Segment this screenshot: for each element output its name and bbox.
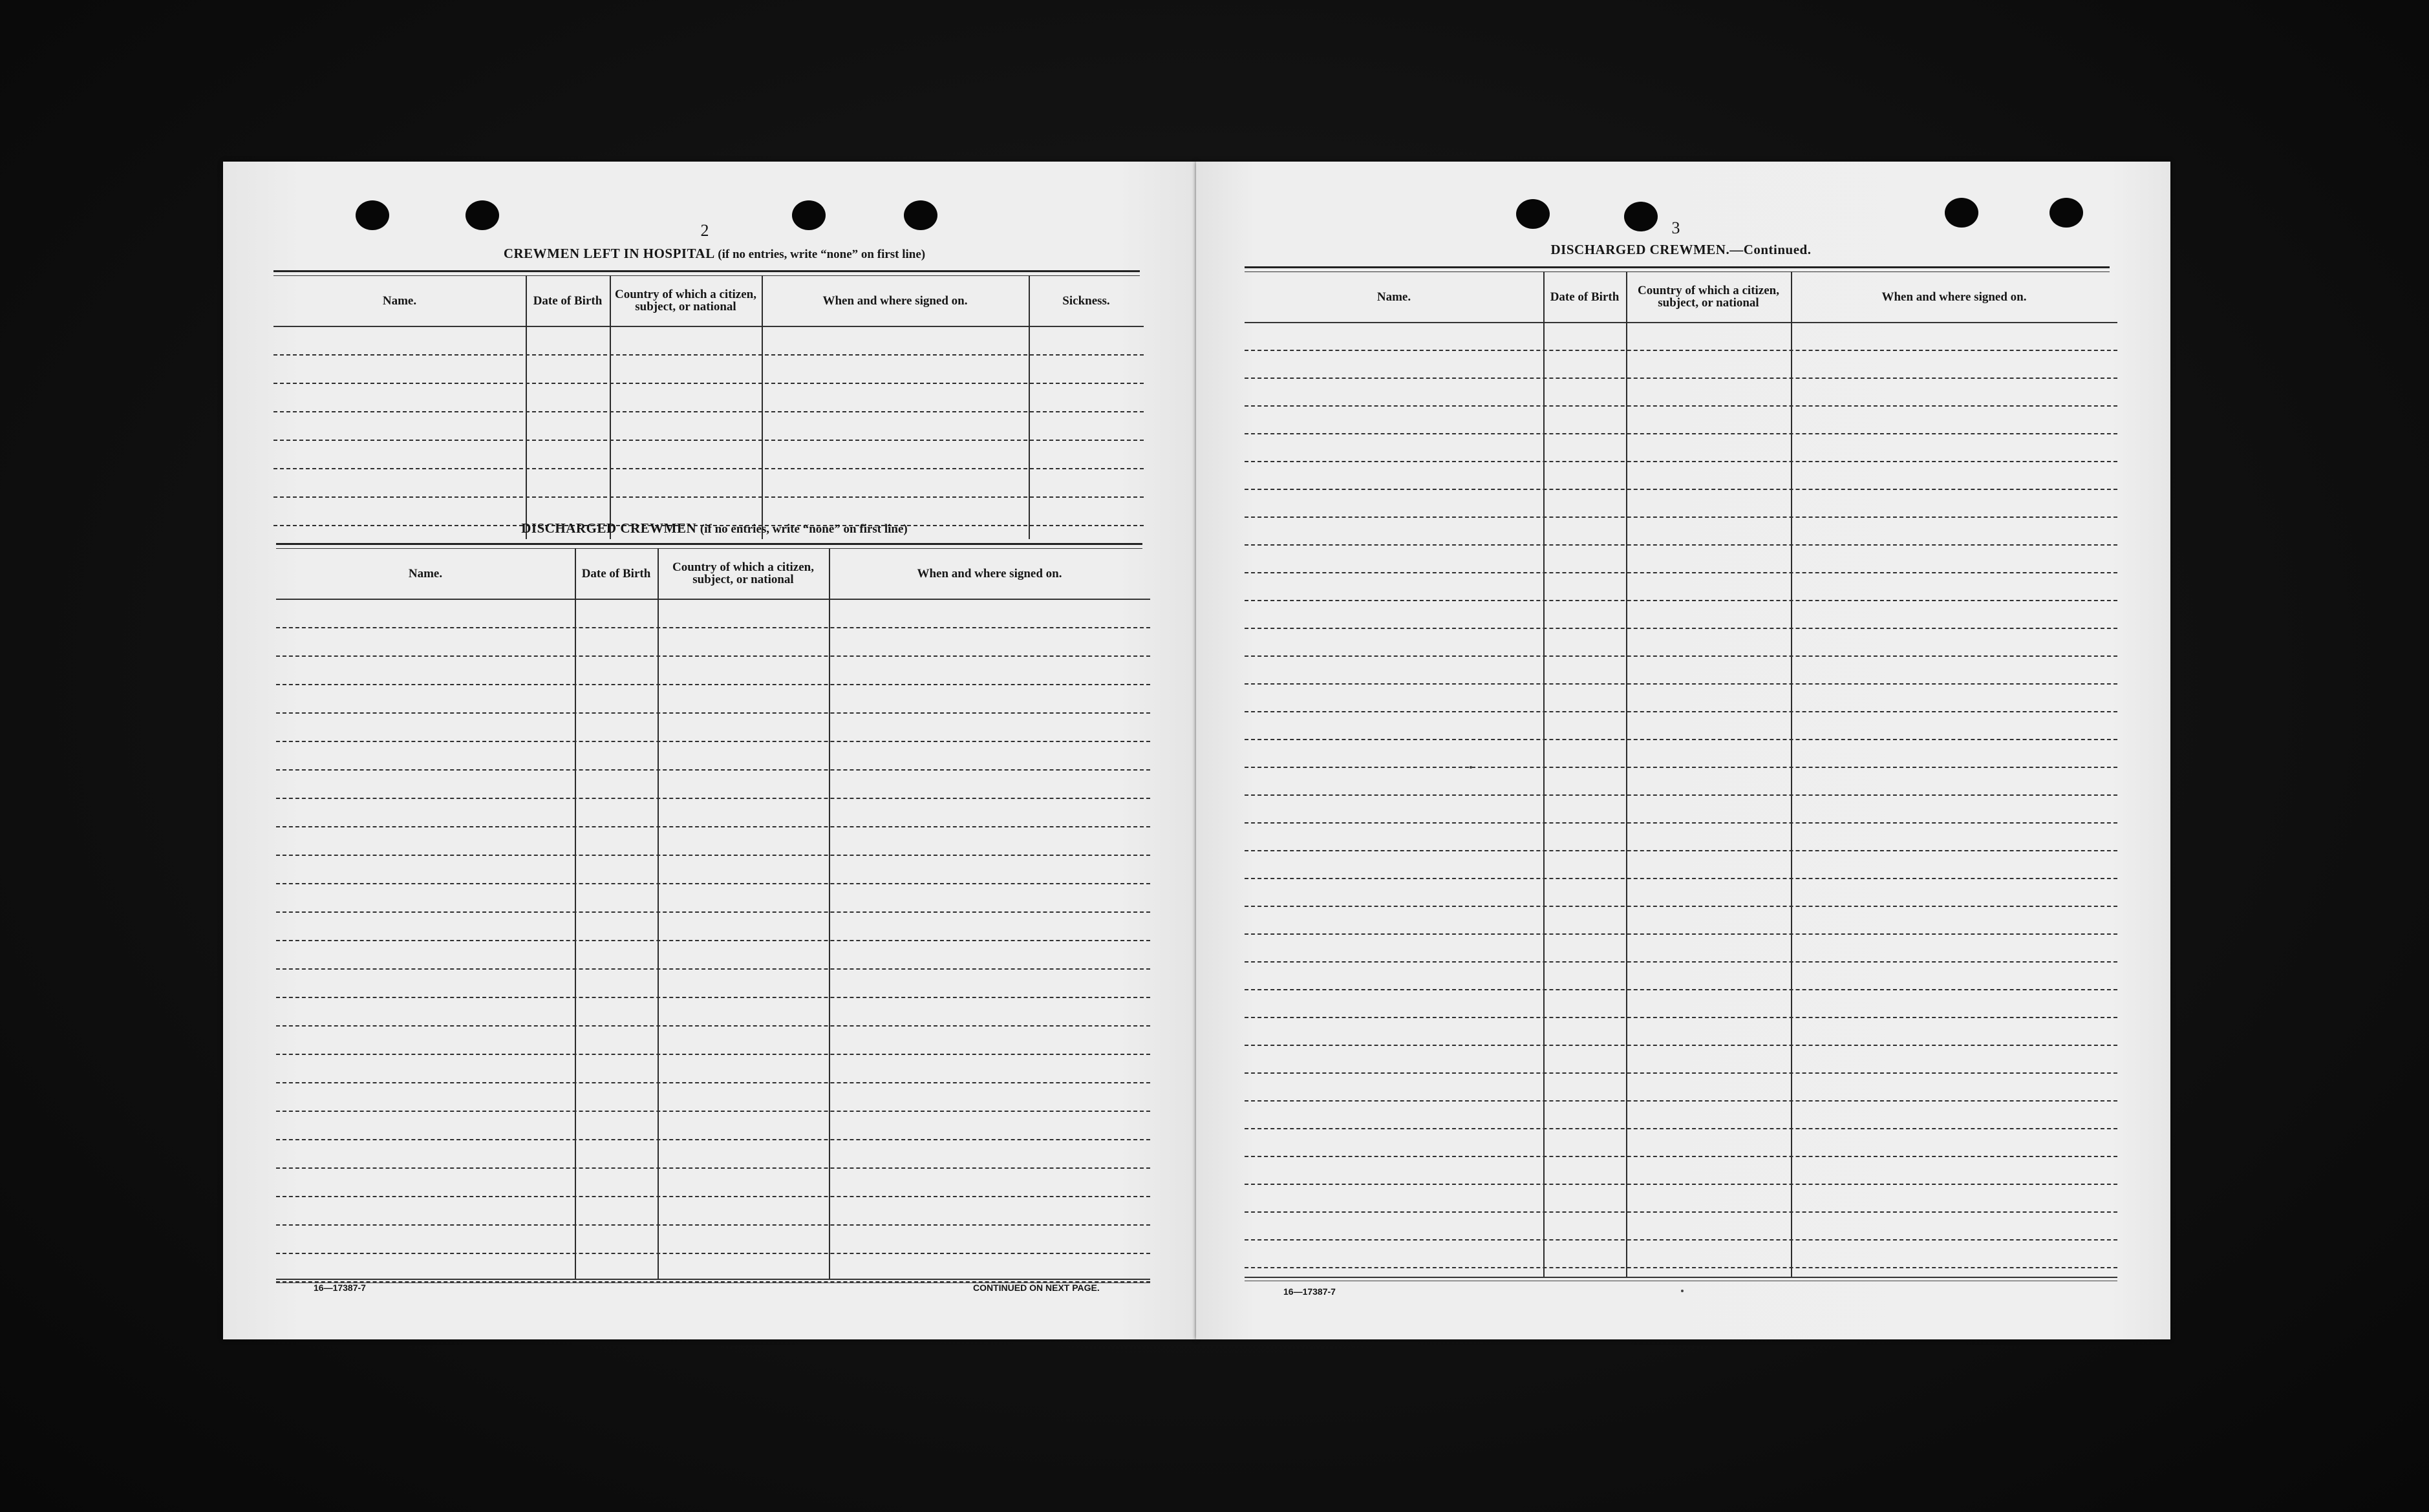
column-header-dob: Date of Birth bbox=[581, 566, 651, 580]
column-divider bbox=[1543, 272, 1545, 1277]
entry-line[interactable] bbox=[1245, 600, 2117, 601]
entry-line[interactable] bbox=[276, 968, 1150, 970]
punch-hole bbox=[792, 200, 826, 230]
right-bottom-rule bbox=[1245, 1277, 2117, 1281]
entry-line[interactable] bbox=[1245, 906, 2117, 907]
entry-line[interactable] bbox=[276, 1082, 1150, 1083]
entry-line[interactable] bbox=[1245, 544, 2117, 546]
column-header-dob: Date of Birth bbox=[1550, 290, 1620, 304]
entry-line[interactable] bbox=[276, 627, 1150, 628]
page-number: 3 bbox=[1671, 218, 1680, 237]
entry-line[interactable] bbox=[276, 940, 1150, 941]
discharged-section-title bbox=[346, 520, 1083, 537]
entry-line[interactable] bbox=[1245, 1211, 2117, 1213]
entry-line[interactable] bbox=[276, 997, 1150, 998]
continued-note: CONTINUED ON NEXT PAGE. bbox=[973, 1283, 1100, 1293]
entry-line[interactable] bbox=[1245, 1045, 2117, 1046]
entry-line[interactable] bbox=[1245, 378, 2117, 379]
entry-line[interactable] bbox=[273, 411, 1144, 412]
entry-line[interactable] bbox=[1245, 850, 2117, 851]
entry-line[interactable] bbox=[1245, 1267, 2117, 1268]
entry-line[interactable] bbox=[276, 1253, 1150, 1254]
entry-line[interactable] bbox=[1245, 1184, 2117, 1185]
entry-line[interactable] bbox=[276, 1025, 1150, 1027]
punch-hole bbox=[1624, 202, 1658, 231]
discharged-continued-title: DISCHARGED CREWMEN.—Continued. bbox=[1550, 242, 1812, 257]
entry-line[interactable] bbox=[1245, 628, 2117, 629]
entry-line[interactable] bbox=[276, 911, 1150, 913]
entry-line[interactable] bbox=[1245, 516, 2117, 518]
column-header-sickness: Sickness. bbox=[1062, 293, 1110, 308]
column-header-country: Country of which a citizen, subject, or national bbox=[1637, 284, 1779, 310]
entry-line[interactable] bbox=[276, 855, 1150, 856]
entry-line[interactable] bbox=[276, 1139, 1150, 1140]
column-header-name: Name. bbox=[1376, 290, 1411, 304]
entry-line[interactable] bbox=[276, 741, 1150, 742]
entry-line[interactable] bbox=[1245, 961, 2117, 963]
column-header-signed: When and where signed on. bbox=[822, 293, 968, 308]
entry-line[interactable] bbox=[1245, 767, 2117, 768]
entry-line[interactable] bbox=[1245, 822, 2117, 824]
discharged-table bbox=[276, 548, 1150, 1279]
ink-speck bbox=[1470, 766, 1472, 769]
column-divider bbox=[1626, 272, 1627, 1277]
entry-line[interactable] bbox=[276, 798, 1150, 799]
entry-line[interactable] bbox=[1245, 572, 2117, 573]
column-header-country: Country of which a citizen, subject, or national bbox=[672, 560, 814, 586]
entry-line[interactable] bbox=[1245, 433, 2117, 434]
column-divider bbox=[658, 548, 659, 1279]
entry-line[interactable] bbox=[273, 354, 1144, 356]
punch-hole bbox=[904, 200, 937, 230]
column-header-dob: Date of Birth bbox=[533, 293, 603, 308]
column-header-name: Name. bbox=[382, 293, 417, 308]
entry-line[interactable] bbox=[276, 769, 1150, 771]
discharged-subtitle-text: (if no entries, write “none” on first line) bbox=[700, 522, 908, 536]
column-header-country: Country of which a citizen, subject, or national bbox=[614, 288, 756, 314]
page-number: 2 bbox=[700, 221, 709, 240]
entry-line[interactable] bbox=[1245, 878, 2117, 879]
entry-line[interactable] bbox=[1245, 794, 2117, 796]
entry-line[interactable] bbox=[276, 883, 1150, 884]
entry-line[interactable] bbox=[1245, 683, 2117, 685]
entry-line[interactable] bbox=[273, 383, 1144, 384]
entry-line[interactable] bbox=[273, 440, 1144, 441]
punch-hole bbox=[1516, 199, 1550, 229]
column-header-name: Name. bbox=[408, 566, 443, 580]
entry-line[interactable] bbox=[276, 1224, 1150, 1226]
left-page bbox=[223, 162, 1196, 1339]
header-underline bbox=[276, 599, 1150, 600]
column-divider bbox=[575, 548, 576, 1279]
entry-line[interactable] bbox=[1245, 461, 2117, 462]
ink-speck bbox=[1681, 1290, 1684, 1292]
entry-line[interactable] bbox=[1245, 933, 2117, 935]
discharged-continued-table bbox=[1245, 272, 2117, 1277]
hospital-title-text: CREWMEN LEFT IN HOSPITAL bbox=[503, 246, 714, 261]
entry-line[interactable] bbox=[276, 826, 1150, 827]
punch-hole bbox=[1945, 198, 1978, 228]
punch-hole bbox=[465, 200, 499, 230]
entry-line[interactable] bbox=[276, 1167, 1150, 1169]
column-divider bbox=[1029, 275, 1030, 539]
entry-line[interactable] bbox=[1245, 1017, 2117, 1018]
form-code: 16—17387-7 bbox=[314, 1283, 366, 1293]
column-divider bbox=[829, 548, 830, 1279]
entry-line[interactable] bbox=[1245, 1072, 2117, 1074]
entry-line[interactable] bbox=[276, 1196, 1150, 1197]
right-page bbox=[1196, 162, 2170, 1339]
entry-line[interactable] bbox=[276, 655, 1150, 657]
entry-line[interactable] bbox=[276, 712, 1150, 714]
entry-line[interactable] bbox=[1245, 405, 2117, 407]
entry-line[interactable] bbox=[276, 1111, 1150, 1112]
punch-hole bbox=[356, 200, 389, 230]
hospital-section-title bbox=[346, 246, 1083, 262]
header-underline bbox=[273, 326, 1144, 327]
entry-line[interactable] bbox=[1245, 655, 2117, 657]
column-divider bbox=[526, 275, 527, 539]
entry-line[interactable] bbox=[1245, 1156, 2117, 1157]
entry-line[interactable] bbox=[1245, 989, 2117, 990]
entry-line[interactable] bbox=[1245, 1128, 2117, 1129]
entry-line[interactable] bbox=[1245, 350, 2117, 351]
header-underline bbox=[1245, 322, 2117, 323]
column-divider bbox=[610, 275, 611, 539]
discharged-title-text: DISCHARGED CREWMEN bbox=[521, 520, 697, 536]
entry-line[interactable] bbox=[273, 496, 1144, 498]
column-header-signed: When and where signed on. bbox=[917, 566, 1062, 580]
hospital-subtitle-text: (if no entries, write “none” on first line) bbox=[718, 248, 926, 261]
column-divider bbox=[1791, 272, 1792, 1277]
entry-line[interactable] bbox=[1245, 489, 2117, 490]
entry-line[interactable] bbox=[276, 1054, 1150, 1055]
form-code: 16—17387-7 bbox=[1283, 1286, 1336, 1297]
punch-hole bbox=[2049, 198, 2083, 228]
entry-line[interactable] bbox=[273, 468, 1144, 469]
entry-line[interactable] bbox=[1245, 1100, 2117, 1102]
column-header-signed: When and where signed on. bbox=[1881, 290, 2027, 304]
entry-line[interactable] bbox=[1245, 711, 2117, 712]
entry-line[interactable] bbox=[276, 684, 1150, 685]
entry-line[interactable] bbox=[1245, 739, 2117, 740]
column-divider bbox=[762, 275, 763, 539]
entry-line[interactable] bbox=[1245, 1239, 2117, 1240]
